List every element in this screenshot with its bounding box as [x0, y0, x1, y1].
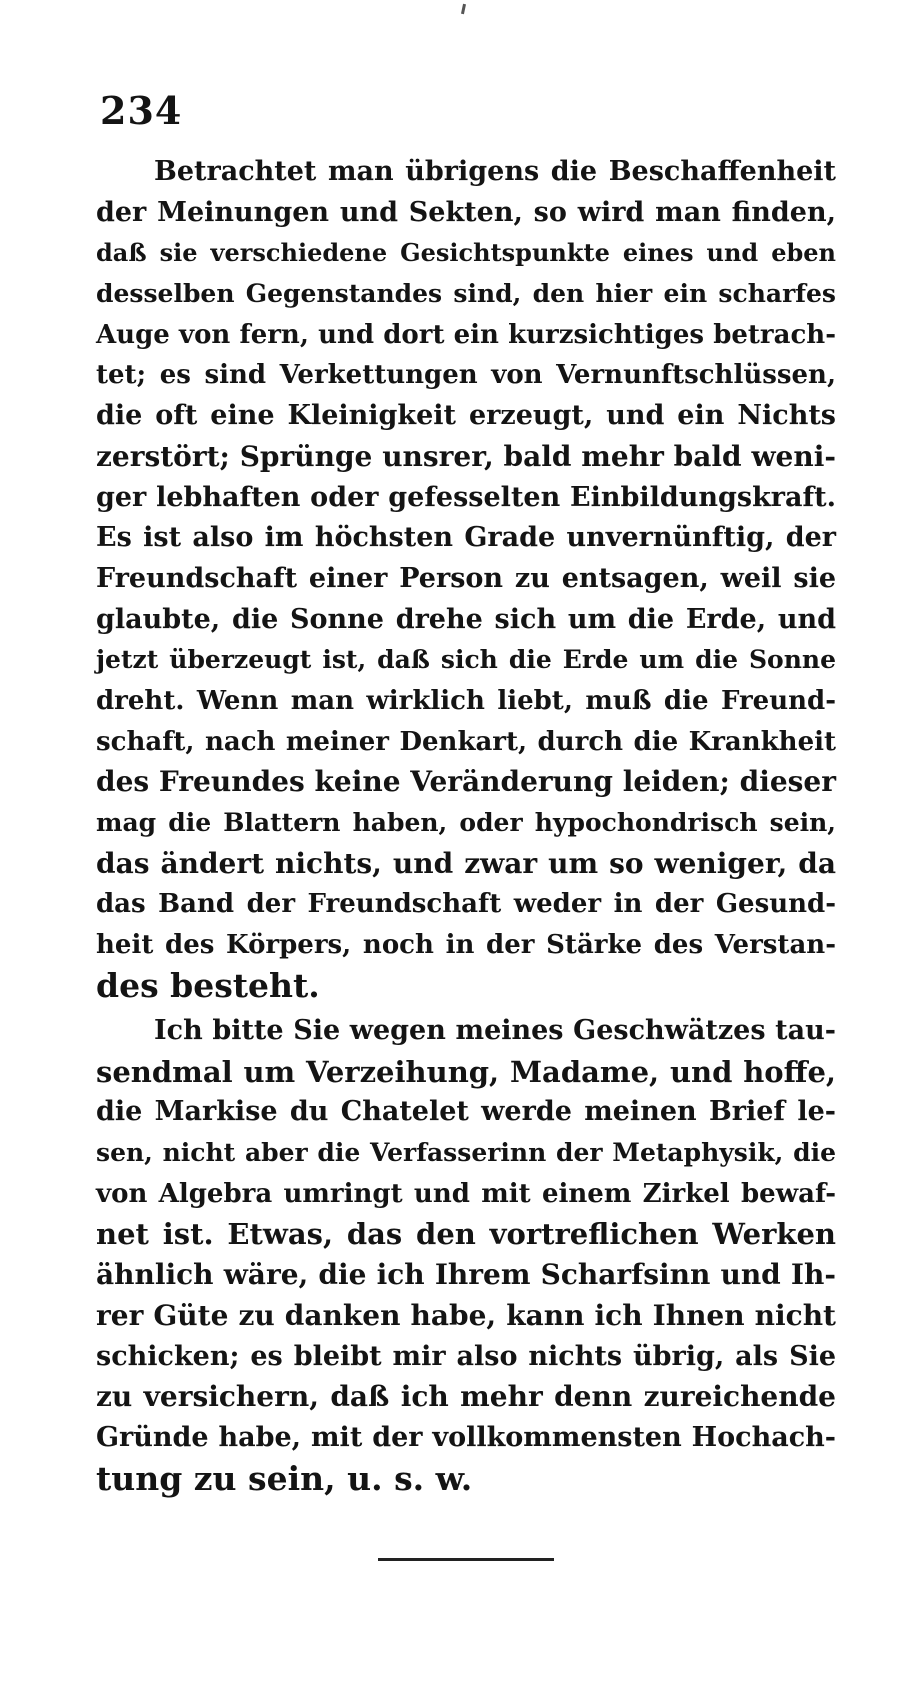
- text-line: der Meinungen und Sekten, so wird man finden,: [96, 196, 836, 228]
- page-number: 234: [100, 88, 183, 133]
- text-line: tung zu sein, u. s. w.: [96, 1458, 473, 1498]
- text-line: ähnlich wäre, die ich Ihrem Scharfsinn und Ih-: [96, 1258, 836, 1292]
- text-line: tet; es sind Verkettungen von Vernunftschlüssen,: [96, 360, 836, 391]
- text-line: rer Güte zu danken habe, kann ich Ihnen nicht: [96, 1298, 836, 1332]
- text-line: net ist. Etwas, das den vortreflichen Werken: [96, 1217, 836, 1252]
- text-line: Ich bitte Sie wegen meines Geschwätzes tau-: [154, 1015, 836, 1046]
- text-line: heit des Körpers, noch in der Stärke des Verstan-: [96, 930, 836, 961]
- text-line: daß sie verschiedene Gesichtspunkte eines und eben: [96, 238, 836, 268]
- text-line: schaft, nach meiner Denkart, durch die Krankheit: [96, 726, 836, 757]
- text-line: desselben Gegenstandes sind, den hier ein scharfes: [96, 279, 836, 309]
- text-line: sendmal um Verzeihung, Madame, und hoffe,: [96, 1054, 836, 1089]
- text-line: Es ist also im höchsten Grade unvernünftig, der: [96, 522, 836, 554]
- text-line: dreht. Wenn man wirklich liebt, muß die Freund-: [96, 685, 836, 716]
- text-line: zu versichern, daß ich mehr denn zureichende: [96, 1380, 836, 1414]
- ink-speck: [461, 4, 466, 14]
- text-line: glaubte, die Sonne drehe sich um die Erde, und: [96, 603, 836, 635]
- text-line: des besteht.: [96, 965, 320, 1005]
- end-rule: [378, 1558, 554, 1561]
- text-line: sen, nicht aber die Verfasserinn der Metaphysik, die: [96, 1138, 836, 1168]
- text-line: schicken; es bleibt mir also nichts übrig, als Sie: [96, 1340, 836, 1372]
- text-line: Freundschaft einer Person zu entsagen, weil sie: [96, 562, 836, 594]
- text-line: das Band der Freundschaft weder in der Gesund-: [96, 889, 836, 920]
- text-line: des Freundes keine Veränderung leiden; dieser: [96, 765, 836, 799]
- text-line: Auge von fern, und dort ein kurzsichtiges betrach-: [96, 319, 836, 350]
- text-line: Gründe habe, mit der vollkommensten Hochach-: [96, 1421, 836, 1453]
- text-line: zerstört; Sprünge unsrer, bald mehr bald weni-: [96, 439, 836, 473]
- text-line: ger lebhaften oder gefesselten Einbildungskraft.: [96, 481, 836, 513]
- text-line: jetzt überzeugt ist, daß sich die Erde um die Sonne: [96, 645, 836, 675]
- paragraph-2: [96, 1011, 836, 1499]
- text-line: die Markise du Chatelet werde meinen Brief le-: [96, 1096, 836, 1128]
- paragraph-1: [96, 152, 836, 1006]
- text-line: das ändert nichts, und zwar um so weniger, da: [96, 846, 836, 880]
- text-line: Betrachtet man übrigens die Beschaffenheit: [154, 156, 836, 187]
- text-line: mag die Blattern haben, oder hypochondrisch sein,: [96, 808, 836, 837]
- text-line: von Algebra umringt und mit einem Zirkel bewaf-: [96, 1178, 836, 1209]
- text-line: die oft eine Kleinigkeit erzeugt, und ein Nichts: [96, 400, 836, 432]
